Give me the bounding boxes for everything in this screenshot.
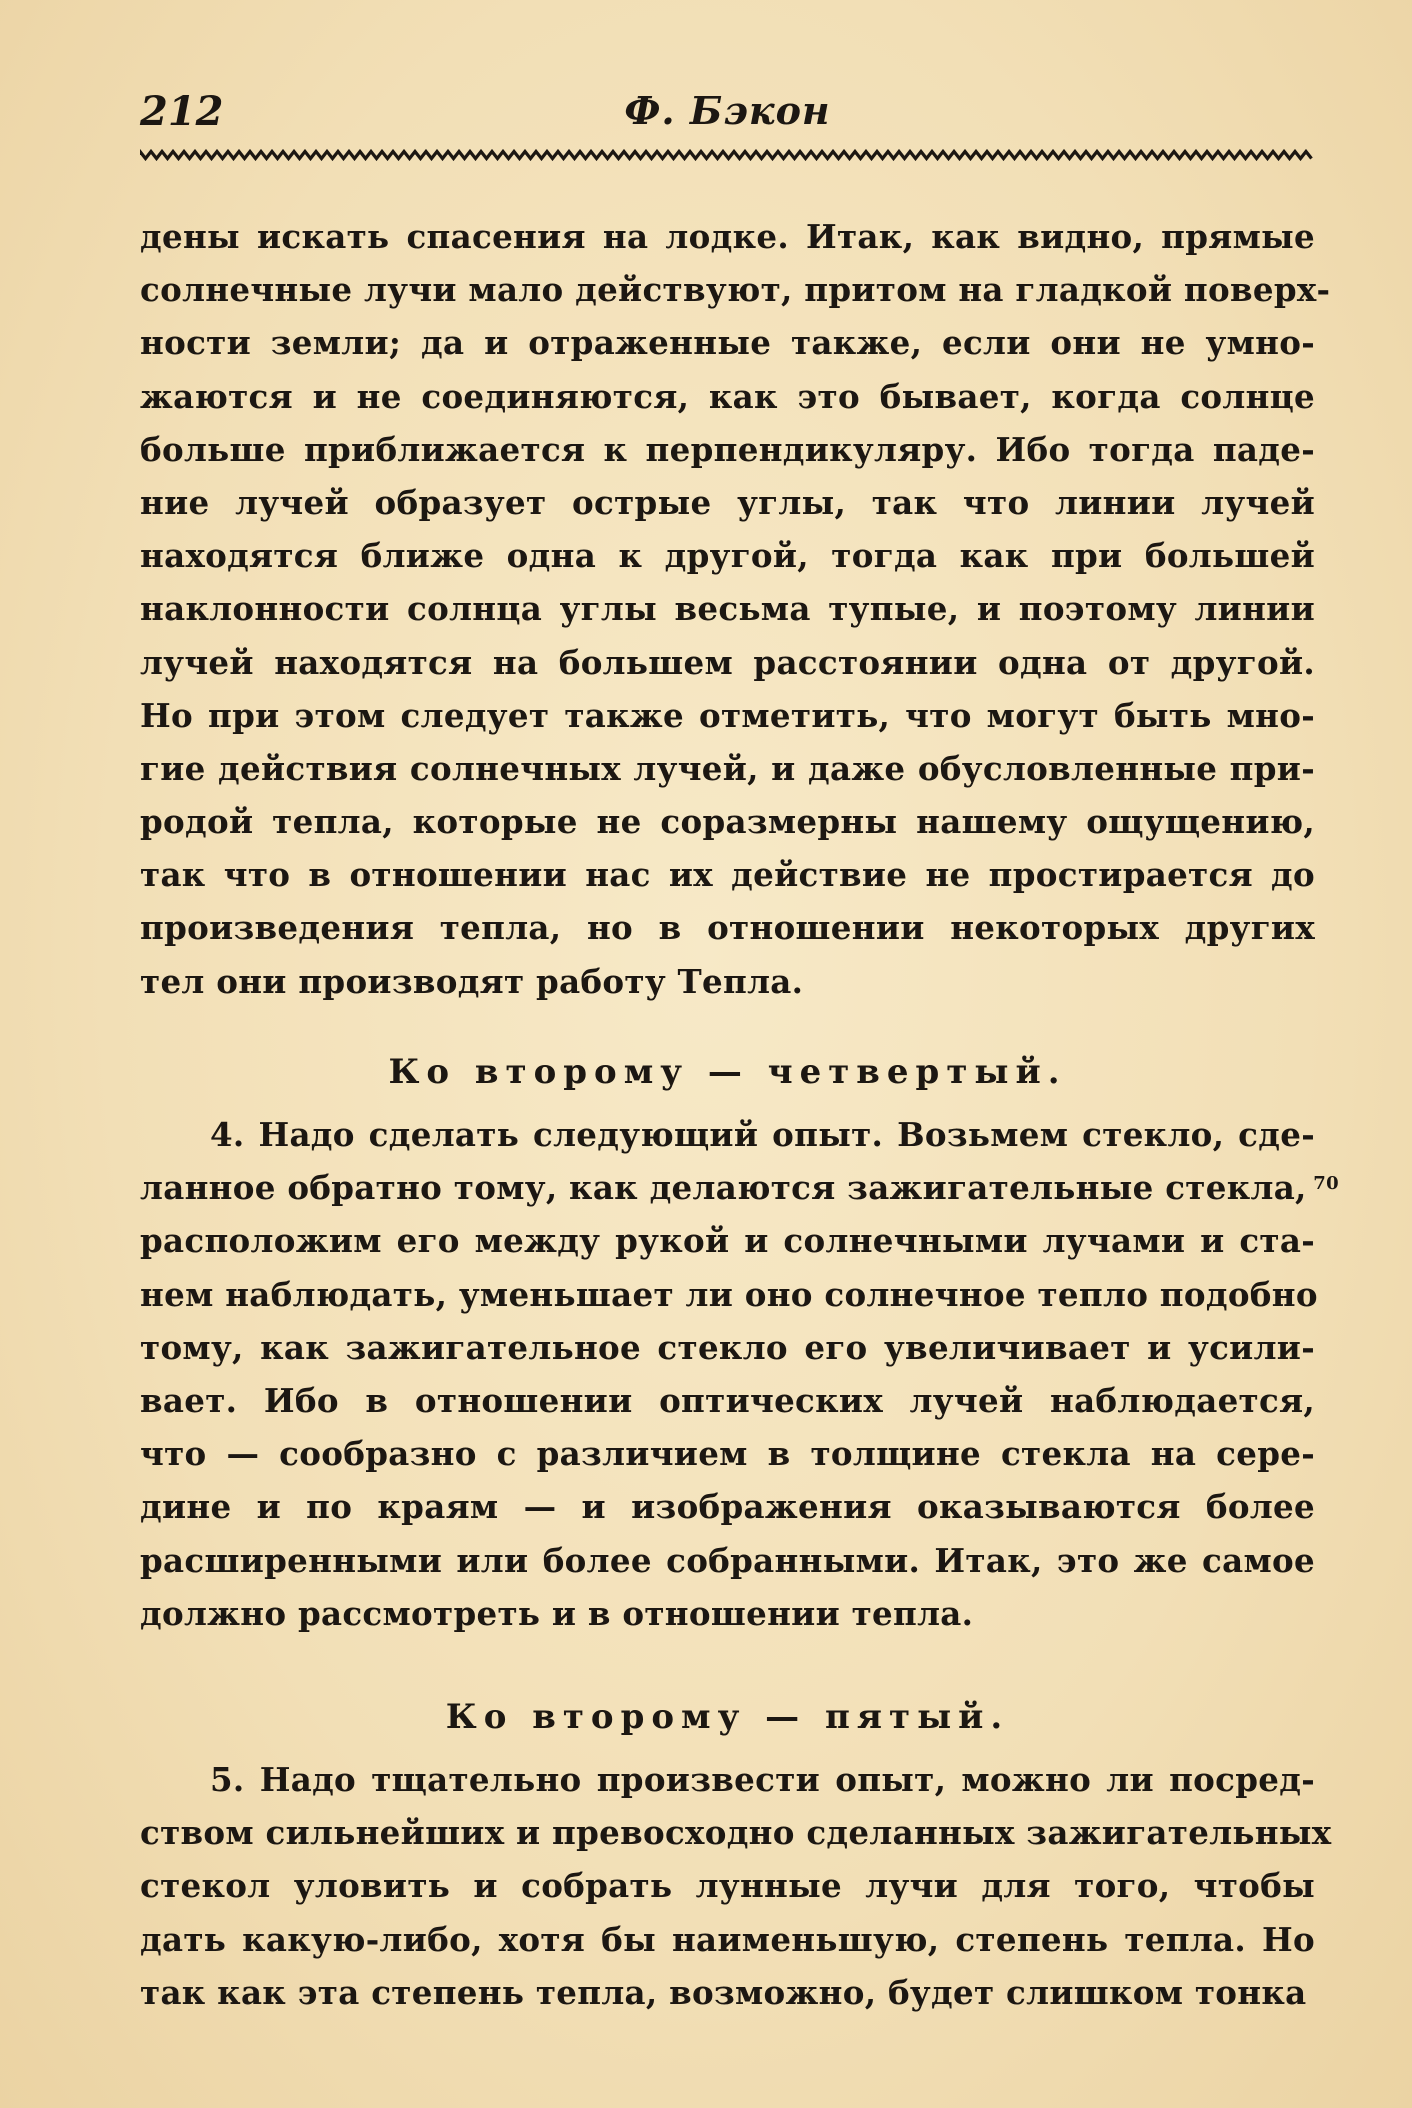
text-line: так как эта степень тепла, возможно, будет слишком тонка [140,1972,1307,2012]
text-line: должно рассмотреть и в отношении тепла. [140,1593,974,1633]
text-line: тел они производят работу Тепла. [140,961,804,1001]
paragraph-continued [140,210,1331,1008]
text-line: солнечные лучи мало действуют, притом на гладкой поверх- [140,270,1331,310]
section-5-body [140,1753,1332,2019]
text-line: ности земли; да и отраженные также, если они не умно- [140,323,1315,363]
text-line: стекол уловить и собрать лунные лучи для того, чтобы [140,1866,1315,1906]
section-4-body [140,1108,1339,1640]
text-line: жаются и не соединяются, как это бывает, когда солнце [140,376,1315,416]
running-head: Ф. Бэкон [624,88,831,133]
text-line: ланное обратно тому, как делаются зажигательные стекла, $^{70}$ [140,1168,1339,1208]
text-line: родой тепла, которые не соразмерны нашему ощущению, [140,802,1315,842]
text-line: тому, как зажигательное стекло его увеличивает и усили- [140,1327,1315,1367]
section-heading-4: Ко второму — четвертый. [388,1052,1067,1092]
text-line: расширенными или более собранными. Итак, это же самое [140,1540,1315,1580]
text-line: находятся ближе одна к другой, тогда как при большей [140,536,1315,576]
text-line: произведения тепла, но в отношении некоторых других [140,908,1315,948]
text-line: ством сильнейших и превосходно сделанных зажигательных [140,1813,1332,1853]
text-line: ние лучей образует острые углы, так что линии лучей [140,482,1315,522]
text-line: гие действия солнечных лучей, и даже обусловленные при- [140,748,1315,788]
text-line: 5. Надо тщательно произвести опыт, можно ли посред- [210,1760,1315,1799]
text-line: 4. Надо сделать следующий опыт. Возьмем стекло, сде- [210,1115,1315,1154]
footnote-reference: 70 [1306,1173,1339,1195]
text-line: так что в отношении нас их действие не простирается до [140,855,1315,895]
wavy-rule-divider [140,148,1315,162]
text-line: дине и по краям — и изображения оказываются более [140,1487,1315,1527]
text-line: расположим его между рукой и солнечными лучами и ста- [140,1221,1315,1261]
text-line: нем наблюдать, уменьшает ли оно солнечное тепло подобно [140,1274,1318,1314]
page-number: 212 [140,88,224,135]
text-line: лучей находятся на большем расстоянии одна от другой. [140,642,1315,682]
text-line: что — сообразно с различием в толщине стекла на сере- [140,1434,1315,1474]
text-line: дать какую-либо, хотя бы наименьшую, степень тепла. Но [140,1919,1315,1959]
section-heading-5: Ко второму — пятый. [445,1697,1010,1737]
page-header [140,88,1315,148]
text-line: больше приближается к перпендикуляру. Ибо тогда паде- [140,429,1315,469]
text-line: Но при этом следует также отметить, что могут быть мно- [140,695,1315,735]
text-line: вает. Ибо в отношении оптических лучей наблюдается, [140,1380,1315,1420]
text-line: дены искать спасения на лодке. Итак, как видно, прямые [140,217,1315,256]
text-line: наклонности солнца углы весьма тупые, и поэтому линии [140,589,1315,629]
